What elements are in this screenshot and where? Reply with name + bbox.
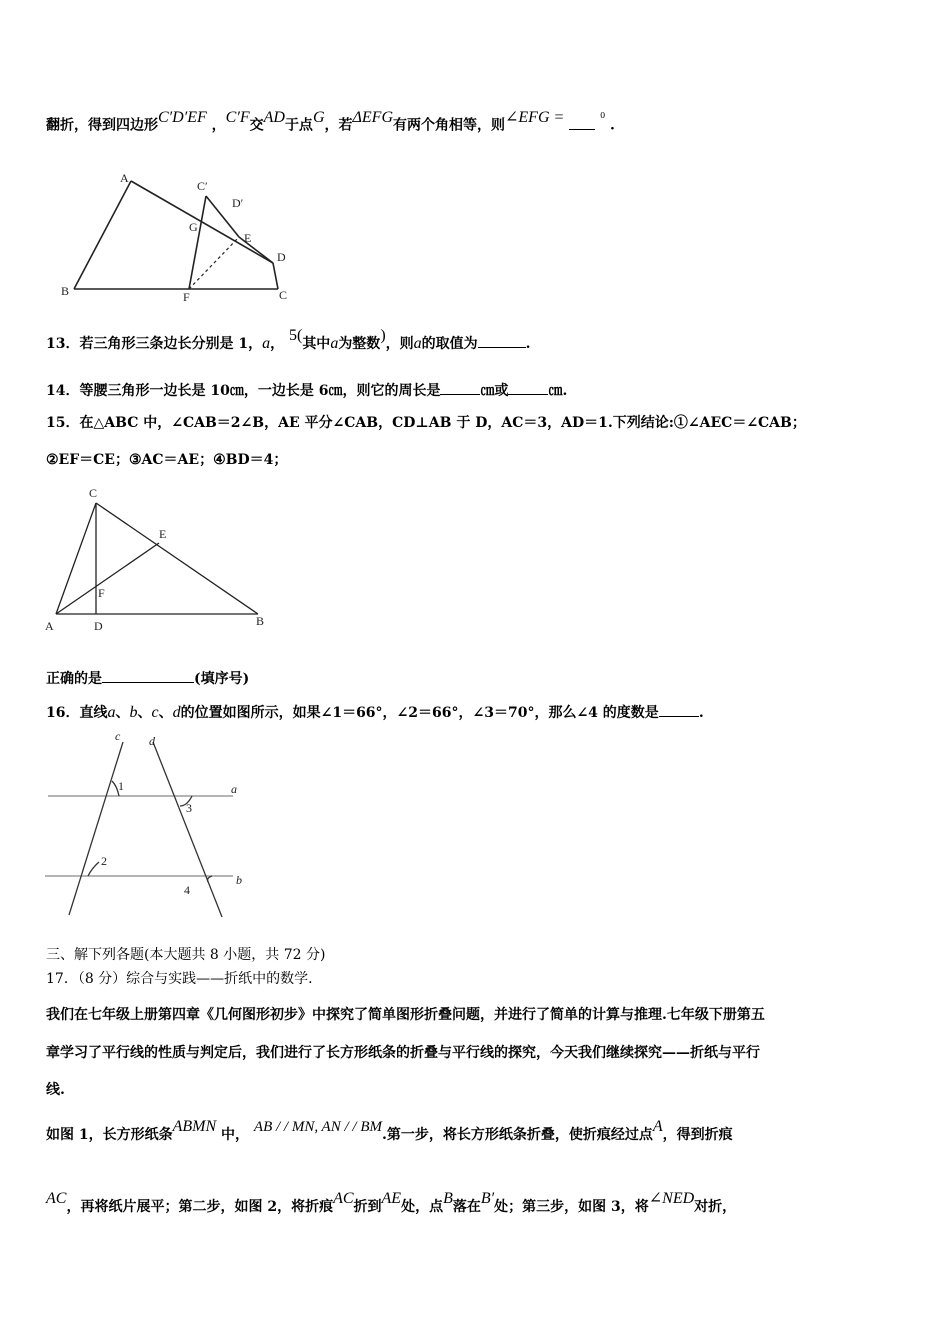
segment-fc1	[189, 196, 206, 289]
question-17-para-line3: 线.	[46, 1082, 65, 1098]
question-14: 14．等腰三角形一边长是 10㎝，一边长是 6㎝，则它的周长是 ㎝或 ㎝.	[46, 380, 567, 401]
label-e: E	[244, 231, 252, 245]
section-3-heading: 三、解下列各题(本大题共 8 小题，共 72 分)	[46, 947, 326, 963]
label-d-prime: D′	[232, 196, 244, 210]
segment-cd	[273, 263, 278, 289]
label-b: B	[256, 614, 265, 628]
label-angle-2: 2	[101, 854, 107, 868]
segment-ab	[74, 181, 131, 289]
question-17-line4: 如图 1，长方形纸条ABMN 中， AB / / MN, AN / / BM.第一步，将长方形纸条折叠，使折痕经过点A，得到折痕	[46, 1118, 733, 1143]
arc-angle-2	[88, 862, 99, 876]
label-b: b	[236, 873, 242, 887]
label-a: a	[231, 782, 237, 796]
question-16: 16．直线a、b、c、d的位置如图所示，如果∠1＝66°，∠2＝66°，∠3＝70°，那么∠4 的度数是 .	[46, 704, 704, 721]
label-d: D	[277, 250, 286, 264]
question-15-answer: 正确的是 (填序号)	[46, 668, 249, 689]
label-a: A	[45, 619, 54, 633]
label-angle-4: 4	[184, 883, 190, 897]
q12-line: 翻折，得到四边形C′D′EF ，C′F交AD于点G，若ΔEFG有两个角相等，则∠EFG = $^0$ .	[46, 108, 615, 134]
label-c: c	[115, 730, 121, 743]
question-13: 13．若三角形三条边长分别是 1，a， 5(其中a为整数)，则a的取值为 .	[46, 327, 531, 352]
label-angle-3: 3	[186, 801, 192, 815]
answer-blank	[569, 115, 595, 130]
label-c: C	[279, 288, 288, 302]
segment-ae	[56, 543, 159, 614]
figure-q16	[40, 730, 260, 922]
label-c-prime: C′	[197, 179, 208, 193]
question-15-line2: ②EF＝CE；③AC＝AE；④BD＝4；	[46, 452, 288, 468]
segment-cb	[96, 503, 258, 614]
answer-blank	[440, 380, 480, 395]
figure-q15	[40, 480, 280, 640]
figure-q12	[50, 168, 310, 308]
line-c	[69, 742, 123, 915]
answer-blank	[659, 702, 699, 717]
label-f: F	[183, 290, 190, 304]
label-d: D	[94, 619, 103, 633]
answer-blank	[478, 333, 526, 348]
label-b: B	[61, 284, 70, 298]
label-e: E	[159, 527, 167, 541]
arc-angle-4	[208, 876, 213, 882]
label-f: F	[98, 586, 105, 600]
label-d: d	[149, 734, 155, 748]
label-angle-1: 1	[118, 779, 124, 793]
question-15-line1: 15．在△ABC 中，∠CAB＝2∠B，AE 平分∠CAB，CD⊥AB 于 D，AC＝3，AD＝1.下列结论:①∠AEC＝∠CAB；	[46, 415, 806, 431]
label-a: A	[120, 171, 129, 185]
segment-ac	[56, 503, 96, 614]
label-c: C	[89, 486, 98, 500]
answer-blank	[102, 668, 194, 683]
question-17-title: 17．（8 分）综合与实践——折纸中的数学.	[46, 971, 313, 987]
question-17-line5: AC，再将纸片展平；第二步，如图 2，将折痕AC折到AE处，点B落在B′处；第三步，如图 3，将∠NED对折，	[46, 1190, 737, 1215]
answer-blank	[508, 380, 548, 395]
question-17-para-line1: 我们在七年级上册第四章《几何图形初步》中探究了简单图形折叠问题，并进行了简单的计算与推理.七年级下册第五	[46, 1007, 765, 1023]
label-g: G	[189, 220, 198, 234]
question-17-para-line2: 章学习了平行线的性质与判定后，我们进行了长方形纸条的折叠与平行线的探究，今天我们继续探究——折纸与平行	[46, 1045, 760, 1061]
